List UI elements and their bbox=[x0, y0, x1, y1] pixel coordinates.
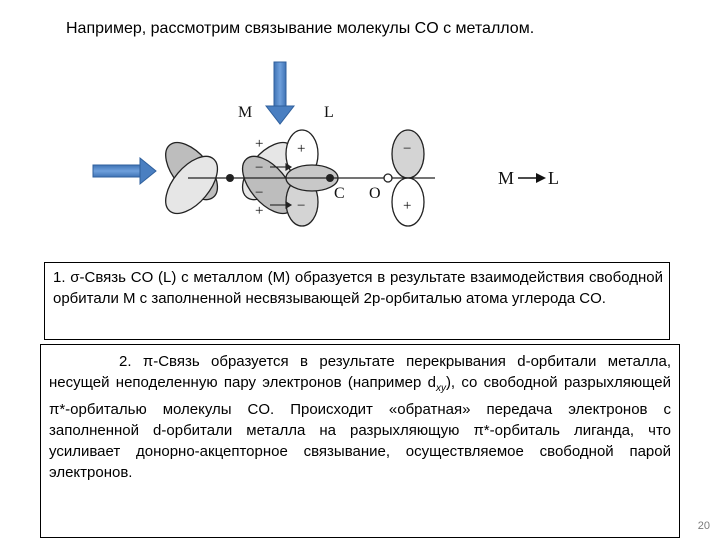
paragraph-sigma-bond: 1. σ-Связь CO (L) с металлом (M) образуется в результате взаимодействия свободной орбитали M с заполненной несвязывающей 2p-орбиталью атома углерода CO. bbox=[53, 269, 663, 307]
top-arrow-icon bbox=[266, 62, 294, 124]
orbital-diagram bbox=[90, 60, 610, 250]
pi-bond-text-part1: 2. π-Связь образуется в результате перекрывания d-орбитали металла, несущей неподеленную пару электронов (например d bbox=[49, 353, 671, 391]
sign-minus-2: − bbox=[255, 185, 264, 201]
slide-title: Например, рассмотрим связывание молекулы CO с металлом. bbox=[66, 20, 535, 37]
pi-bond-subscript: xy bbox=[435, 383, 446, 394]
sign-minus-3: − bbox=[297, 198, 306, 214]
label-carbon: C bbox=[334, 185, 345, 202]
paragraph-pi-bond bbox=[49, 351, 671, 483]
metal-to-ligand-arrow bbox=[498, 168, 559, 188]
sign-plus-1: + bbox=[255, 136, 264, 152]
reaction-l: L bbox=[548, 168, 559, 188]
sign-minus-1: − bbox=[255, 160, 264, 176]
label-ligand: L bbox=[324, 104, 334, 121]
reaction-m: M bbox=[498, 168, 515, 188]
sign-plus-2: + bbox=[255, 203, 264, 219]
sigma-bond-text-box bbox=[44, 262, 670, 340]
pi-bond-text-part2: ), со свободной разрыхляющей π*-орбиталью молекулы CO. Происходит «обратная» передача электронов с заполненной d-орбитали металла на разрыхляющую π*-орбиталь лиганда, что усиливает донорно-акцепторное связывание, осуществляемое свободной парой электронов. bbox=[49, 374, 671, 481]
label-oxygen: O bbox=[369, 185, 381, 202]
page-number: 20 bbox=[697, 520, 710, 532]
sign-plus-4: + bbox=[403, 198, 412, 214]
pi-bond-text-box bbox=[40, 344, 680, 538]
sign-plus-3: + bbox=[297, 141, 306, 157]
sign-minus-4: − bbox=[403, 141, 412, 157]
label-metal: M bbox=[238, 104, 253, 121]
left-arrow-icon bbox=[93, 158, 156, 184]
